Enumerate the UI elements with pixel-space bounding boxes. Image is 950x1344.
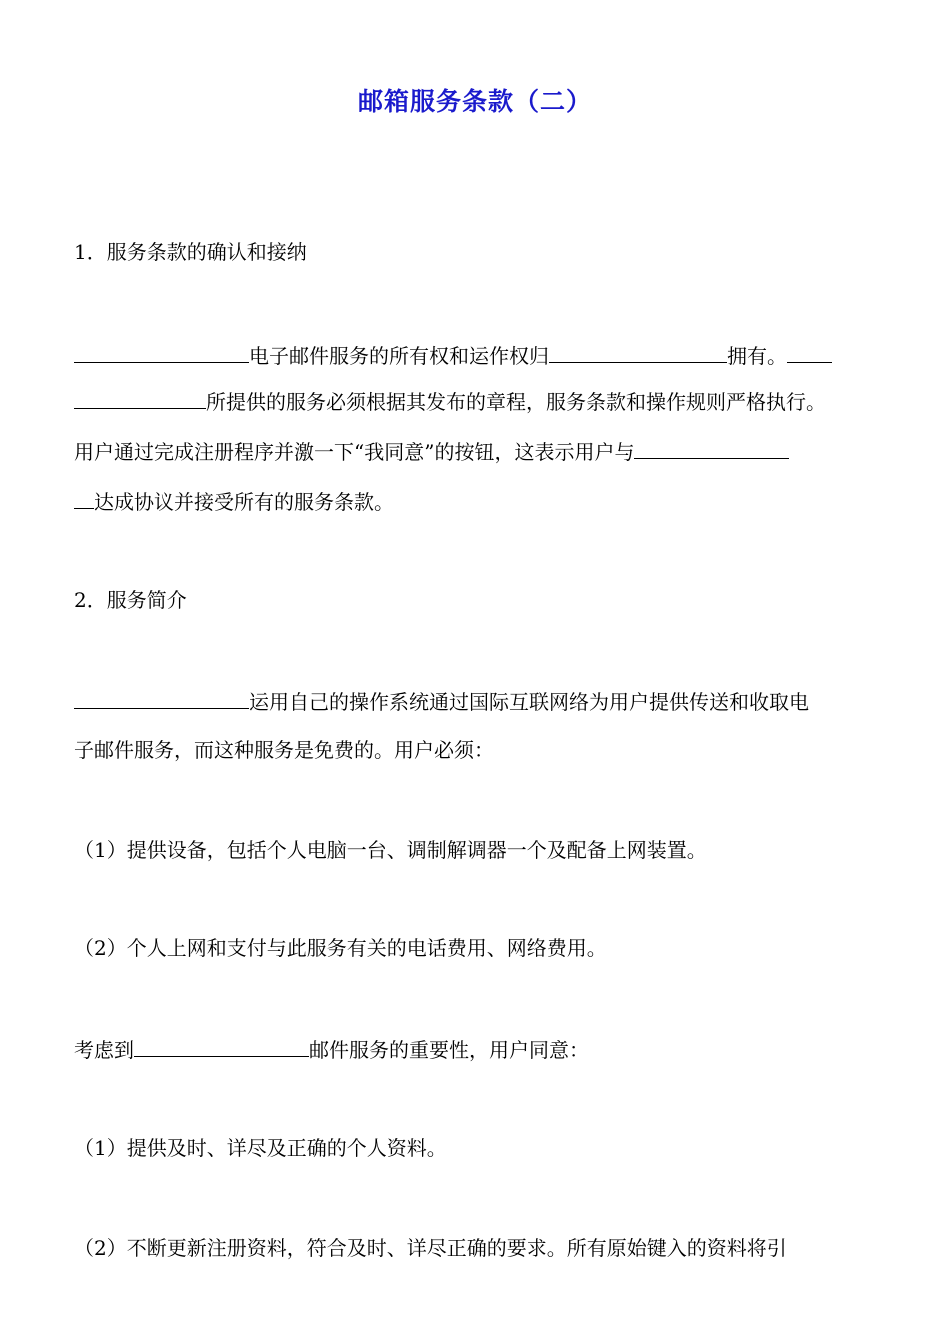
fill-in-blank [74,686,249,709]
fill-in-blank [134,1034,309,1057]
text-segment: 考虑到 [74,1038,134,1062]
text-segment: 用户通过完成注册程序并激一下“我同意”的按钮，这表示用户与 [74,440,635,464]
text-segment: 拥有。 [727,344,787,368]
text-segment: 运用自己的操作系统通过国际互联网络为用户提供传送和收取电 [249,690,809,714]
section-2-heading: 2．服务简介 [74,588,187,612]
fill-in-blank [787,340,832,363]
list-item: （2）个人上网和支付与此服务有关的电话费用、网络费用。 [74,936,607,960]
text-segment: 电子邮件服务的所有权和运作权归 [249,344,549,368]
section-1-paragraph-line-2 [74,386,826,416]
section-1-heading: 1．服务条款的确认和接纳 [74,240,307,264]
section-1-paragraph-line-1 [74,340,832,370]
section-2-paragraph-line-1 [74,686,809,716]
document-title: 邮箱服务条款（二） [357,87,592,116]
consider-paragraph [74,1034,589,1064]
text-segment: 达成协议并接受所有的服务条款。 [94,490,394,514]
fill-in-blank [74,340,249,363]
fill-in-blank [74,486,94,509]
fill-in-blank [74,386,206,409]
section-1-paragraph-line-3 [74,436,789,466]
section-1-paragraph-line-4 [74,486,394,516]
section-2-paragraph-line-2: 子邮件服务，而这种服务是免费的。用户必须： [74,738,494,762]
list-item: （1）提供设备，包括个人电脑一台、调制解调器一个及配备上网装置。 [74,838,707,862]
text-segment: 所提供的服务必须根据其发布的章程，服务条款和操作规则严格执行。 [206,390,826,414]
text-segment: 邮件服务的重要性，用户同意： [309,1038,589,1062]
list-item: （1）提供及时、详尽及正确的个人资料。 [74,1136,447,1160]
list-item: （2）不断更新注册资料，符合及时、详尽正确的要求。所有原始键入的资料将引 [74,1236,787,1260]
fill-in-blank [634,436,789,459]
fill-in-blank [549,340,727,363]
